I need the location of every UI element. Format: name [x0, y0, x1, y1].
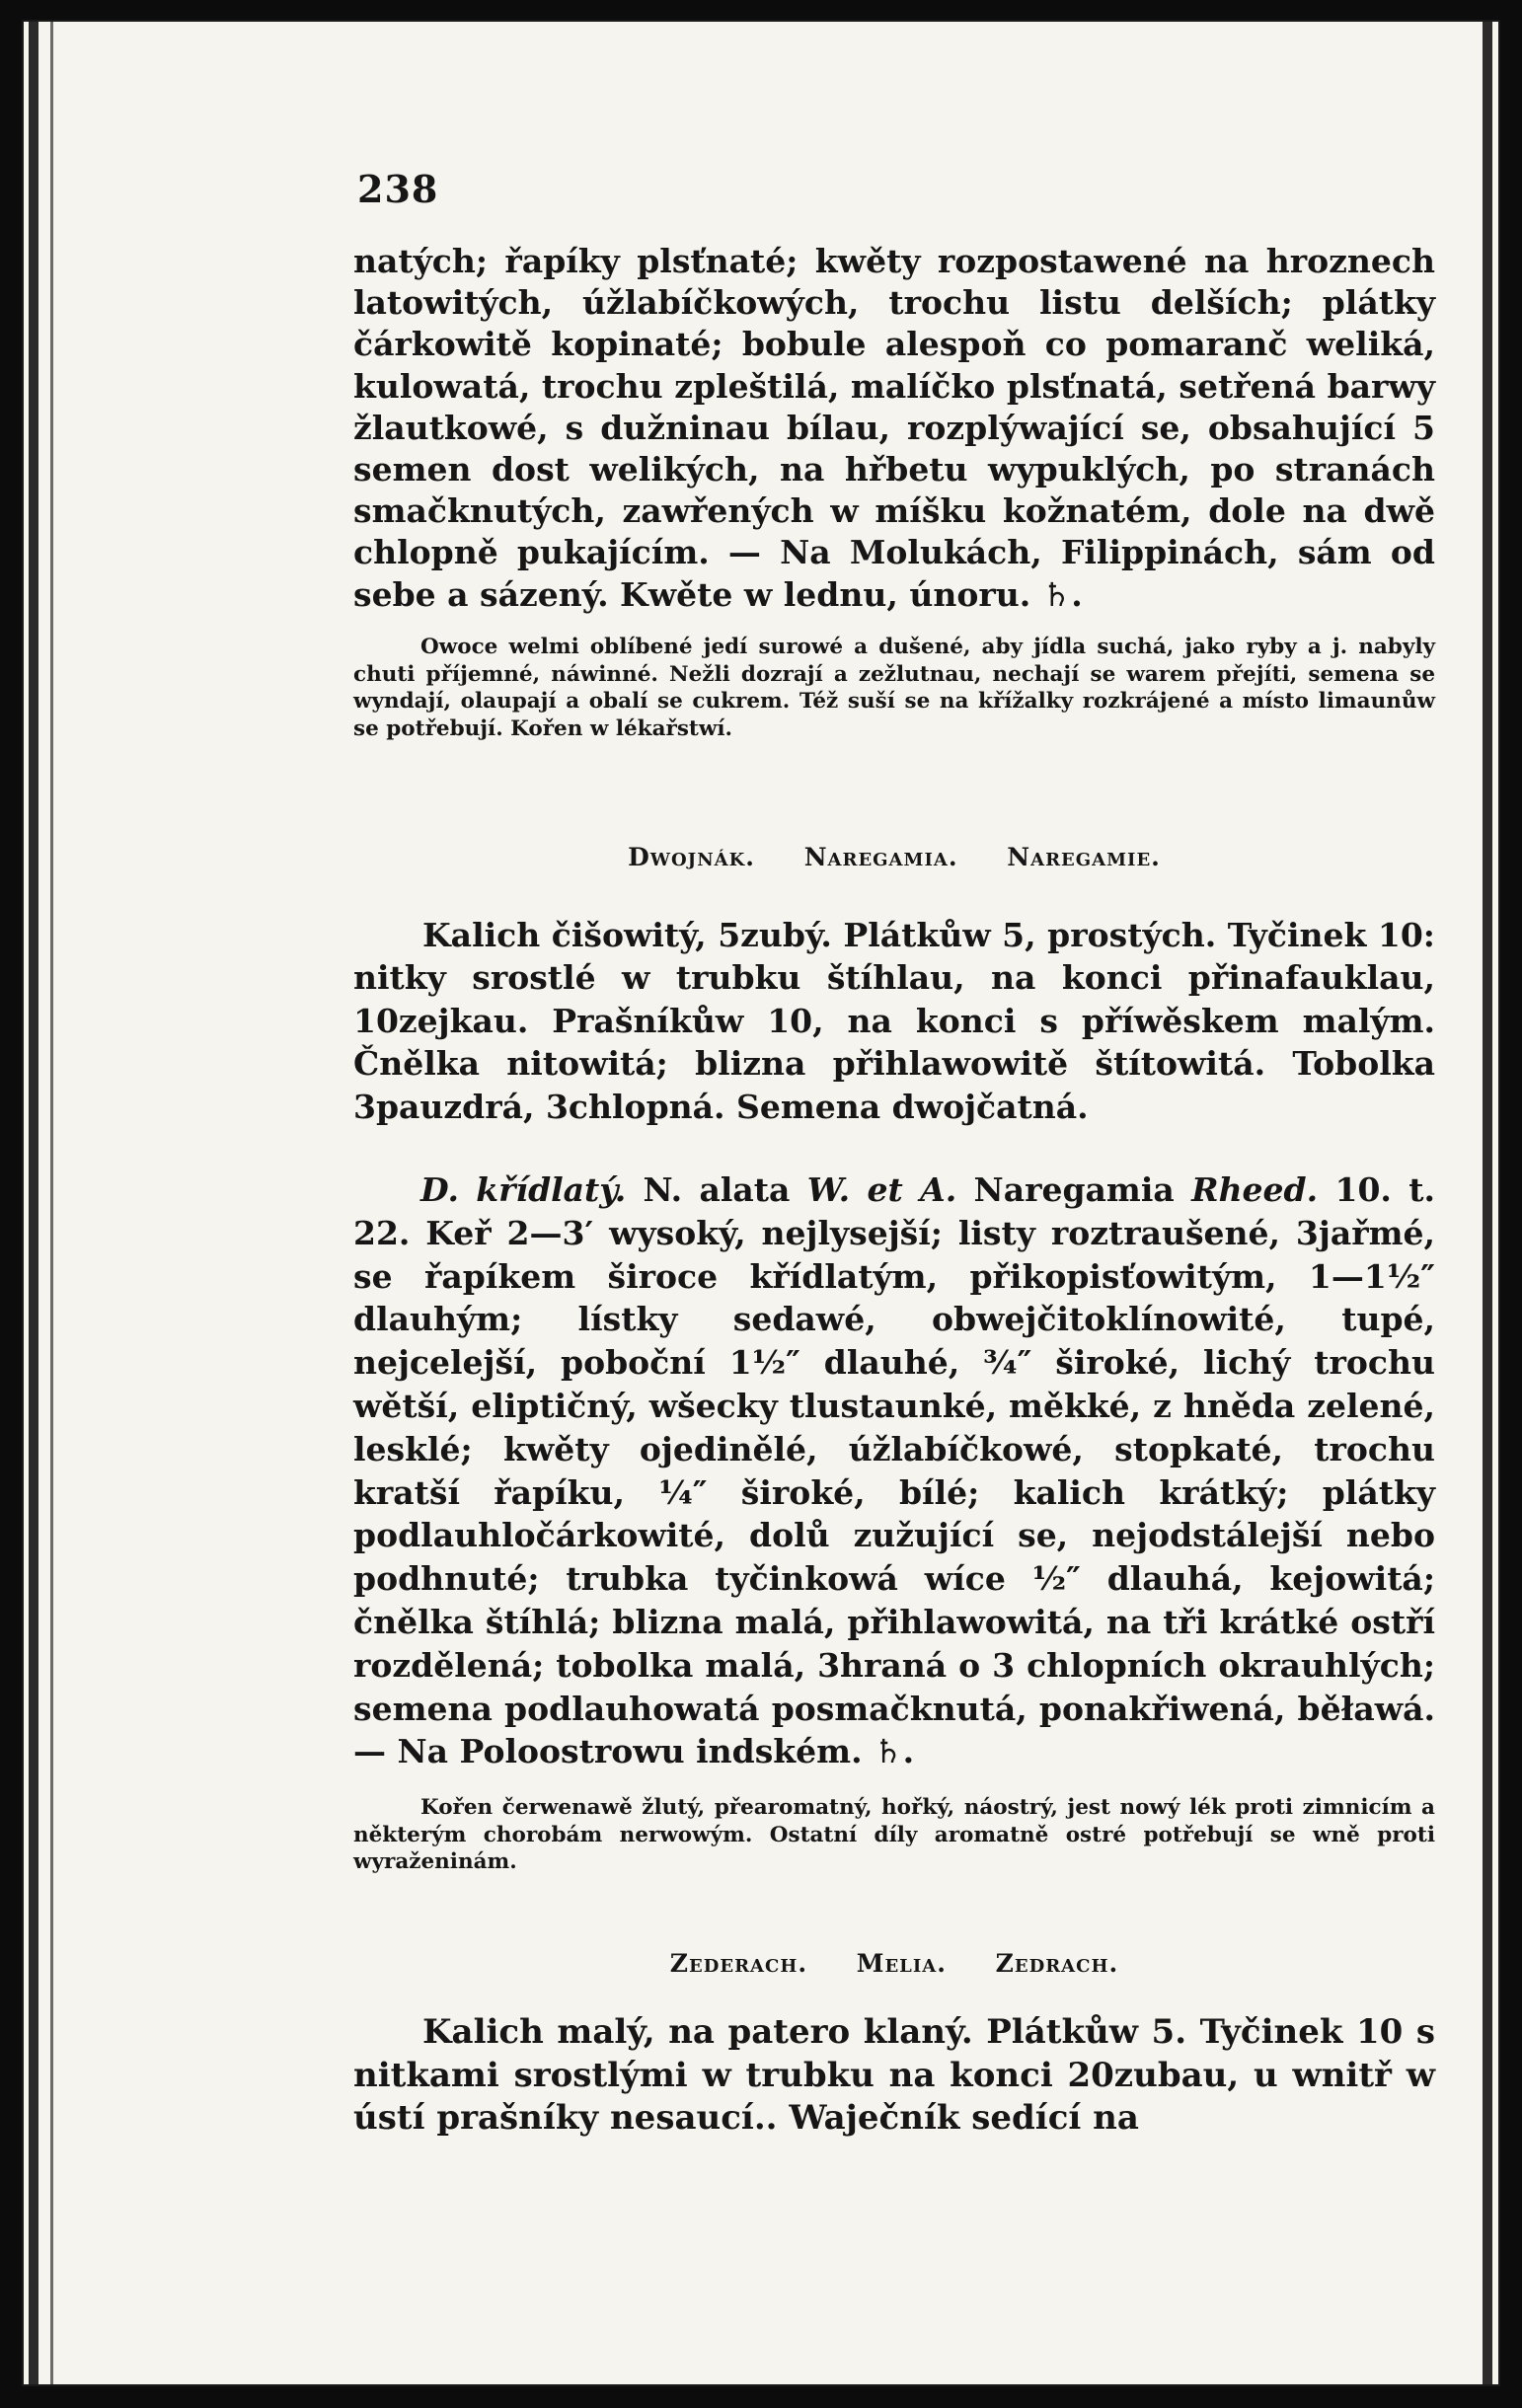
genus-name-czech: Zederach.: [669, 1949, 808, 1978]
species-description: [353, 1168, 1435, 1773]
genus2-description: Kalich malý, na patero klaný. Plátkůw 5. Tyčinek 10 s nitkami srostlými w trubku na konci 20zubau, u wnitř w ústí prašníky nesaucí.. Waječník sedící na: [353, 2012, 1435, 2139]
scan-border-left: [29, 22, 38, 2384]
scan-border-right: [1483, 22, 1492, 2384]
species-authority: W. et A.: [806, 1170, 957, 1209]
usage-note-block: [353, 634, 1435, 743]
genus-heading-naregamia: [353, 843, 1435, 871]
genus-description: Kalich čišowitý, 5zubý. Plátkůw 5, prostých. Tyčinek 10: nitky srostlé w trubku štíhlau, na konci přinafauklau, 10zejkau. Prašníkůw 10, na konci s příwěskem malým. Čnělka nitowitá; blizna přihlawowitě štítowitá. Tobolka 3pauzdrá, 3chlopná. Semena dwojčatná.: [353, 916, 1435, 1126]
genus-description-block: [353, 914, 1435, 1128]
citation-author: Rheed.: [1191, 1170, 1319, 1209]
genus-heading-melia: [353, 1949, 1435, 1978]
species-block: [353, 1168, 1435, 1773]
species-synonym: N. alata: [643, 1170, 791, 1209]
genus-name-german: Naregamie.: [1007, 843, 1161, 871]
continued-paragraph: natých; řapíky plsťnaté; kwěty rozpostawené na hroznech latowitých, úžlabíčkowých, trochu listu delších; plátky čárkowitě kopinaté; bobule alespoň co pomaranč weliká, kulowatá, trochu zpleštilá, malíčko plsťnatá, setřená barwy žlautkowé, s dužninau bílau, rozplýwající se, obsahující 5 semen dost welikých, na hřbetu wypuklých, po stranách smačknutých, zawřených w míšku kožnatém, dole na dwě chlopně pukajícím. — Na Molukách, Filippinách, sám od sebe a sázený. Kwěte w lednu, únoru. ♄.: [353, 242, 1435, 614]
genus-name-czech: Dwojnák.: [628, 843, 755, 871]
genus-name-latin: Naregamia.: [803, 843, 958, 871]
species-note-block: [353, 1794, 1435, 1876]
species-note: Kořen čerwenawě žlutý, přearomatný, hořký, náostrý, jest nowý lék proti zimnicím a některým chorobám nerwowým. Ostatní díly aromatně ostré potřebují se wně proti wyraženinám.: [353, 1795, 1435, 1875]
species-name: D. křídlatý.: [420, 1170, 627, 1209]
book-page: [22, 20, 1500, 2386]
species-citation: Naregamia: [973, 1170, 1175, 1209]
scan-border-left-inner: [50, 22, 53, 2384]
species-body: 10. t. 22. Keř 2—3′ wysoký, nejlysejší; listy roztraušené, 3jařmé, se řapíkem široce křídlatým, přikopisťowitým, 1—1½″ dlauhým; lístky sedawé, obwejčitoklínowité, tupé, nejcelejší, poboční 1½″ dlauhé, ¾″ široké, lichý trochu wětší, eliptičný, wšecky tlustaunké, měkké, z hněda zelené, lesklé; kwěty ojedinělé, úžlabíčkowé, stopkaté, trochu kratší řapíku, ¼″ široké, bílé; kalich krátký; plátky podlauhločárkowité, dolů zužující se, nejodstálejší nebo podhnuté; trubka tyčinkowá wíce ½″ dlauhá, kejowitá; čnělka štíhlá; blizna malá, přihlawowitá, na tři krátké ostří rozdělená; tobolka malá, 3hraná o 3 chlopních okrauhlých; semena podlauhowatá posmačknutá, ponakřiwená, běławá. — Na Poloostrowu indském. ♄.: [353, 1170, 1435, 1771]
genus2-description-block: [353, 2011, 1435, 2141]
genus-name-german: Zedrach.: [995, 1949, 1119, 1978]
page-number: 238: [357, 167, 439, 211]
genus-name-latin: Melia.: [856, 1949, 947, 1978]
usage-note: Owoce welmi oblíbené jedí surowé a dušené, aby jídla suchá, jako ryby a j. nabyly chuti příjemné, náwinné. Nežli dozrají a zežlutnau, nechají se warem přejíti, semena se wyndají, olaupají a obalí se cukrem. Též suší se na křížalky rozkrájené a místo limaunůw se potřebují. Kořen w lékařstwí.: [353, 635, 1435, 742]
continued-description: [353, 241, 1435, 616]
